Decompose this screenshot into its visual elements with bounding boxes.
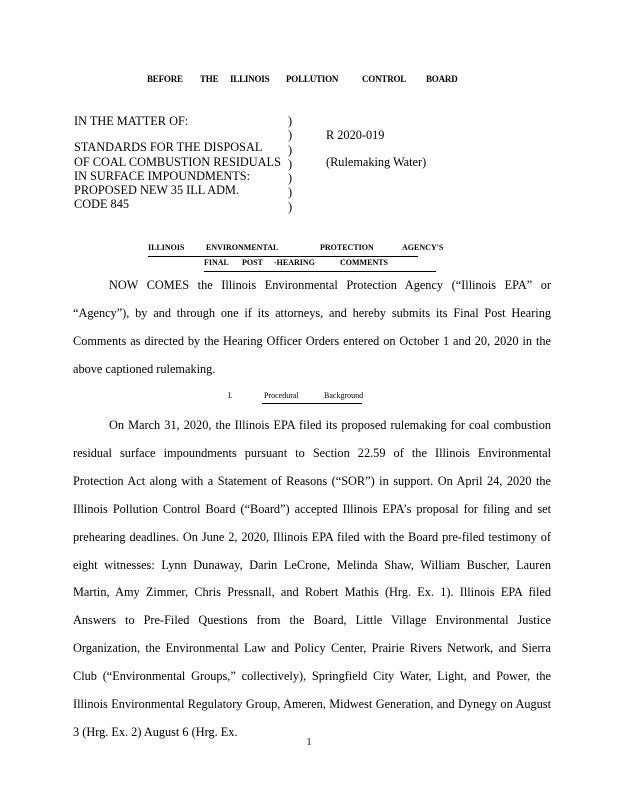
rulemaking-type: (Rulemaking Water) xyxy=(326,154,427,169)
caption-paren: ) xyxy=(288,185,293,200)
section-underline xyxy=(262,403,362,404)
title-word: PROTECTION xyxy=(320,243,374,252)
caption-paren: ) xyxy=(288,171,293,186)
section-number: I. xyxy=(228,391,233,400)
caption-line: CODE 845 xyxy=(74,197,129,212)
caption-paren: ) xyxy=(288,142,293,157)
background-section xyxy=(73,412,551,747)
title-word: FINAL xyxy=(204,258,229,267)
title-word: COMMENTS xyxy=(340,258,388,267)
caption-line: IN THE MATTER OF: xyxy=(74,114,189,128)
page-number: 1 xyxy=(306,737,312,748)
document-title xyxy=(148,242,444,272)
background-paragraph: On March 31, 2020, the Illinois EPA filed its proposed rulemaking for coal combustion residual surface impoundments pursuant to Section 22.59 of the Illinois Environmental Protection Act along with a Statement of Reasons (“SOR”) in support. On April 24, 2020 the Illinois Pollution Control Board (“Board”) accepted Illinois EPA’s proposal for filing and set prehearing deadlines. On June 2, 2020, Illinois EPA filed with the Board pre-filed testimony of eight witnesses: Lynn Dunaway, Darin LeCrone, Melinda Shaw, William Buscher, Lauren Martin, Amy Zimmer, Chris Pressnall, and Robert Mathis (Hrg. Ex. 1). Illinois EPA filed Answers to Pre-Filed Questions from the Board, Little Village Environmental Justice Organization, the Environmental Law and Policy Center, Prairie Rivers Network, and Sierra Club (“Environmental Groups,” collectively), Springfield City Water, Light, and Power, the Illinois Environmental Regulatory Group, Ameren, Midwest Generation, and Dynegy on August 3 (Hrg. Ex. 2) August 6 (Hrg. Ex. xyxy=(73,418,551,739)
title-line-2 xyxy=(204,257,436,272)
section-heading xyxy=(0,391,618,405)
section-title-word: Background xyxy=(324,391,364,400)
title-word: AGENCY'S xyxy=(402,243,444,252)
title-word: POST xyxy=(242,258,263,267)
board-heading-word: CONTROL xyxy=(362,74,407,84)
board-heading-word: BOARD xyxy=(426,74,458,84)
board-heading xyxy=(0,74,618,88)
intro-paragraph: NOW COMES the Illinois Environmental Protection Agency (“Illinois EPA” or “Agency”), by and through one if its attorneys, and hereby submits its Final Post Hearing Comments as directed by the Hearing Officer Orders entered on October 1 and 20, 2020 in the above captioned rulemaking. xyxy=(73,278,551,376)
board-heading-word: THE xyxy=(200,74,219,84)
caption-line: STANDARDS FOR THE DISPOSAL xyxy=(74,140,263,155)
caption-paren: ) xyxy=(288,199,293,214)
docket-number: R 2020-019 xyxy=(326,128,385,143)
caption-line: OF COAL COMBUSTION RESIDUALS xyxy=(74,154,281,169)
title-word: ILLINOIS xyxy=(148,243,185,252)
board-heading-word: ILLINOIS xyxy=(230,74,270,84)
intro-section xyxy=(73,272,551,384)
caption-paren: ) xyxy=(288,128,293,143)
title-line-1 xyxy=(148,242,444,257)
caption-line: PROPOSED NEW 35 ILL ADM. xyxy=(74,183,239,198)
caption-paren: ) xyxy=(288,156,293,171)
caption-paren: ) xyxy=(288,114,293,128)
caption-parentheses xyxy=(288,114,292,214)
caption-line: IN SURFACE IMPOUNDMENTS: xyxy=(74,168,251,183)
caption-docket-block xyxy=(326,114,426,169)
board-heading-word: POLLUTION xyxy=(286,74,339,84)
case-caption xyxy=(74,114,294,212)
section-title-word: Procedural xyxy=(264,391,299,400)
board-heading-word: BEFORE xyxy=(147,74,183,84)
title-word: -HEARING xyxy=(274,258,315,267)
title-word: ENVIRONMENTAL xyxy=(206,243,279,252)
